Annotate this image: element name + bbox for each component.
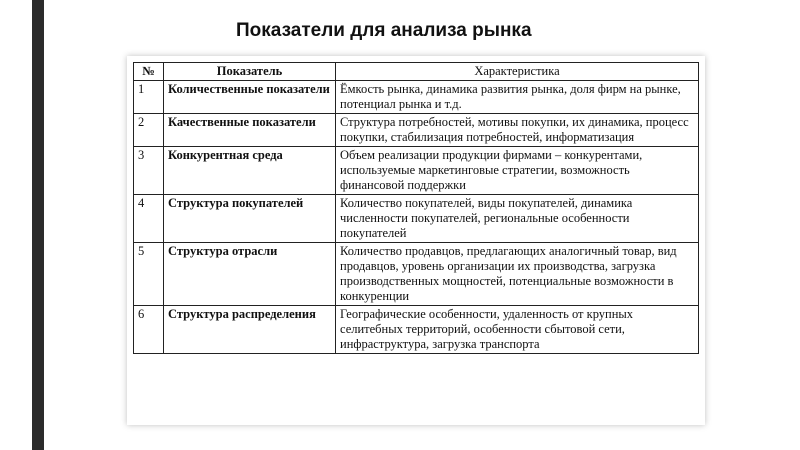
header-description: Характеристика xyxy=(336,63,699,81)
row-indicator: Конкурентная среда xyxy=(164,147,336,195)
table-image-frame xyxy=(127,56,705,425)
row-indicator: Структура покупателей xyxy=(164,195,336,243)
row-number: 6 xyxy=(134,306,164,354)
row-description: Структура потребностей, мотивы покупки, их динамика, процесс покупки, стабилизация потребностей, информатизация xyxy=(336,114,699,147)
row-number: 2 xyxy=(134,114,164,147)
row-indicator: Структура отрасли xyxy=(164,243,336,306)
table-row xyxy=(134,114,699,147)
row-description: Количество продавцов, предлагающих аналогичный товар, вид продавцов, уровень организации их производства, загрузка производственных мощностей, потенциальные возможности в конкуренции xyxy=(336,243,699,306)
row-indicator: Качественные показатели xyxy=(164,114,336,147)
row-description: Ёмкость рынка, динамика развития рынка, доля фирм на рынке, потенциал рынка и т.д. xyxy=(336,81,699,114)
row-description: Географические особенности, удаленность от крупных селитебных территорий, особенности сбытовой сети, инфраструктура, загрузка транспорта xyxy=(336,306,699,354)
table-row xyxy=(134,195,699,243)
indicators-table xyxy=(133,62,699,354)
header-number: № xyxy=(134,63,164,81)
table-header-row xyxy=(134,63,699,81)
row-number: 4 xyxy=(134,195,164,243)
table-row xyxy=(134,306,699,354)
row-number: 5 xyxy=(134,243,164,306)
slide-title: Показатели для анализа рынка xyxy=(236,20,532,41)
row-description: Количество покупателей, виды покупателей, динамика численности покупателей, региональные особенности покупателей xyxy=(336,195,699,243)
table-row xyxy=(134,81,699,114)
left-accent-bar xyxy=(32,0,44,450)
row-description: Объем реализации продукции фирмами – конкурентами, используемые маркетинговые стратегии, возможность финансовой поддержки xyxy=(336,147,699,195)
row-indicator: Количественные показатели xyxy=(164,81,336,114)
table-row xyxy=(134,147,699,195)
header-indicator: Показатель xyxy=(164,63,336,81)
row-number: 1 xyxy=(134,81,164,114)
row-number: 3 xyxy=(134,147,164,195)
row-indicator: Структура распределения xyxy=(164,306,336,354)
table-row xyxy=(134,243,699,306)
